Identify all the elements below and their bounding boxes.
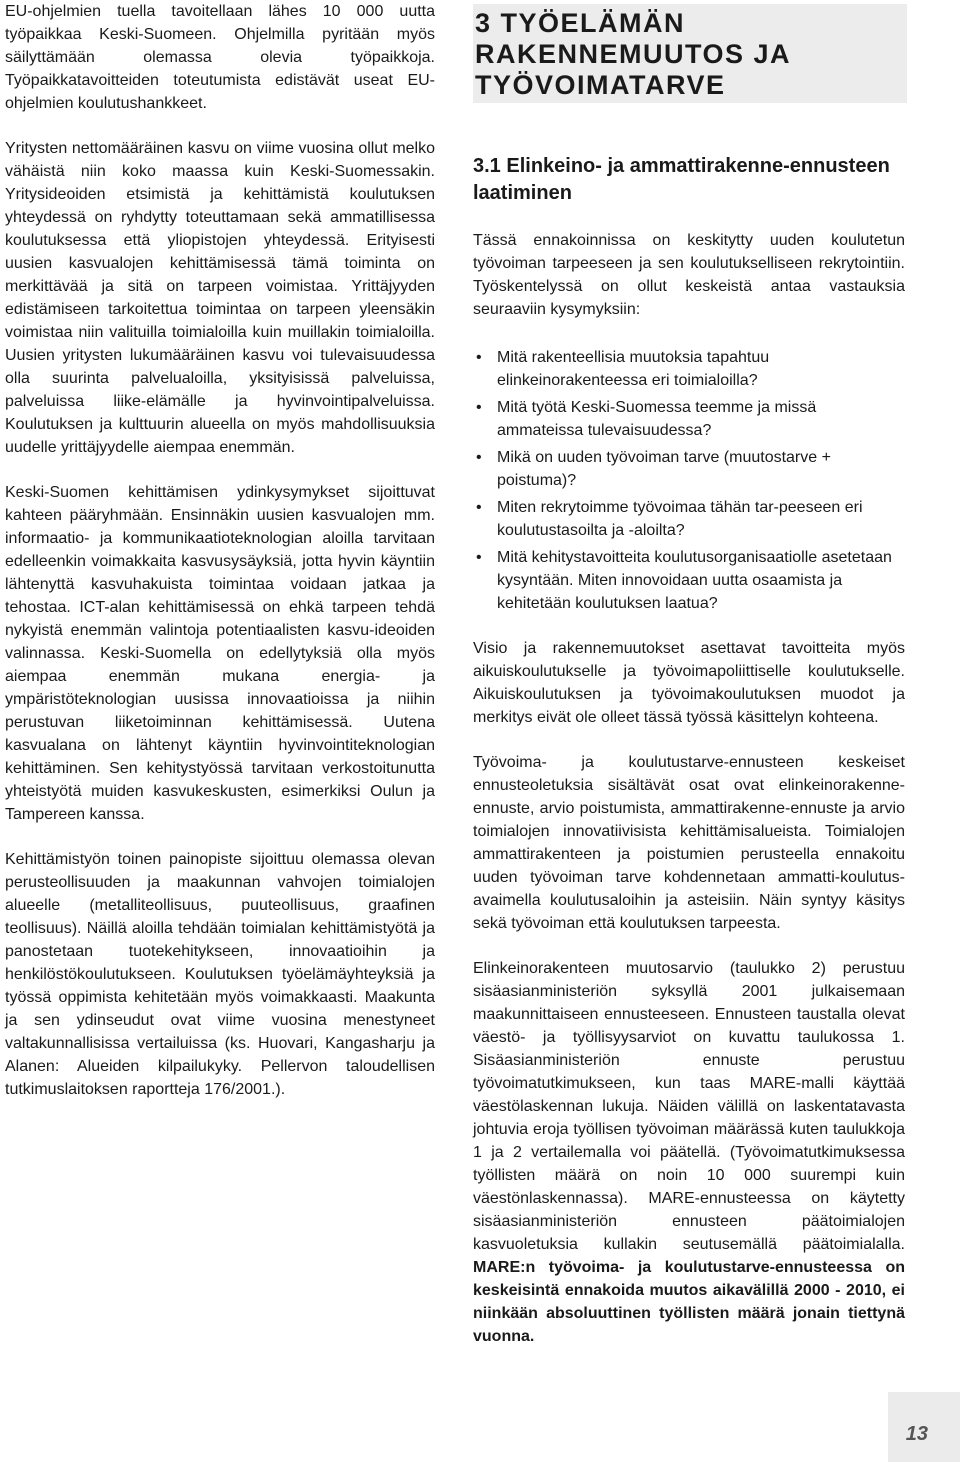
section-title: 3.1 Elinkeino- ja ammattirakenne-ennusteen laatiminen [473, 155, 890, 204]
right-column [473, 0, 905, 1348]
list-item [473, 396, 905, 442]
list-item [473, 346, 905, 392]
bullet-icon: • [476, 399, 482, 416]
paragraph-second-focus: Kehittämistyön toinen painopiste sijoittuu olemassa olevan perusteollisuuden ja maakunnan vahvojen toimialojen alueelle (metalliteollisuus, puuteollisuus, graafinen teollisuus). Näillä aloilla tehdään toimialan kehittämistyötä ja panostetaan tuotekehitykseen, innovaatioihin ja henkilöstökoulutukseen. Koulutuksen työelämäyhteyksiä ja työssä oppimista kehitetään myös voimakkaasti. Maakunta ja sen ydinseudut ovat viime vuosina menestyneet valtakunnallisissa vertailuissa (ks. Huovari, Kangasharju ja Alanen: Alueiden kilpailukyky. Pellervon taloudellisen tutkimuslaitoksen raportteja 176/2001.). [5, 851, 435, 1098]
paragraph-visio: Visio ja rakennemuutokset asettavat tavoitteita myös aikuiskoulutukselle ja työvoimapoliittiselle koulutukselle. Aikuiskoulutuksen ja työvoimakoulutuksen muodot ja merkitys eivät ole olleet tässä työssä käsittelyn kohteena. [473, 640, 905, 726]
question-text: Mitä rakenteellisia muutoksia tapahtuu elinkeinorakenteessa eri toimialoilla? [497, 349, 770, 389]
chapter-title: 3 TYÖELÄMÄN RAKENNEMUUTOS JA TYÖVOIMATARVE [475, 8, 791, 100]
paragraph-company-growth: Yritysten nettomääräinen kasvu on viime vuosina ollut melko vähäistä niin koko maassa kuin Keski-Suomessakin. Yritysideoiden etsimistä ja kehittämistä koulutuksen yhteydessä on ryhdytty toteuttamaan sekä ammatillisessa koulutuksessa että yliopistojen yhteydessä. Erityisesti uusien kasvualojen kehittämisessä tämä toiminta on merkittävää ja sitä on tarpeen voimistaa. Yrittäjyyden edistämiseen tarkoitettua toimintaa on tarpeen yleensäkin voimistaa niin valituilla toimialoilla kuin muillakin toimialoilla. Uusien yritysten lukumääräinen kasvu voi tulevaisuudessa olla suurinta palvelualoilla, yksityisissä palveluissa, palveluissa liike-elämälle ja hyvinvointipalveluissa. Koulutuksen ja kulttuurin alueella on myös mahdollisuuksia uudelle yrittäjyydelle aiempaa enemmän. [5, 140, 435, 456]
paragraph-forecast-parts: Työvoima- ja koulutustarve-ennusteen keskeiset ennusteoletuksia sisältävät osat ovat elinkeinorakenne-ennuste, arvio poistumista, ammattirakenne-ennuste ja arvio toimialojen innovatiivisista kehittämisalueista. Toimialojen ammattirakenteen ja poistumien perusteella ennakoitu uuden työvoiman tarve kohdennetaan ammatti-koulutus-avaimella koulutusaloihin ja asteisiin. Näin syntyy käsitys sekä työvoiman että koulutuksen tarpeesta. [473, 754, 905, 932]
industry-change-text: Elinkeinorakenteen muutosarvio (taulukko 2) perustuu sisäasianministeriön syksyllä 2001 julkaisemaan maakunnittaiseen ennusteeseen. Ennusteen taustalla olevat väestö- ja työllisyysarviot on kuvattu taulukossa 1. Sisäasianministeriön ennuste perustuu työvoimatutkimukseen, kun taas MARE-malli käyttää väestölaskennan lukuja. Näiden välillä on laskentatavasta johtuvia eroja työllisen työvoiman määrässä kuten taulukkoja 1 ja 2 vertailemalla voi päätellä. (Työvoimatutkimuksessa työllisten määrä on noin 10 000 suurempi kuin väestönlaskennassa). MARE-ennusteessa on käytetty sisäasianministeriön ennusteen päätoimialojen kasvuoletuksia kullakin seutusemällä päätoimialalla. [473, 960, 905, 1253]
paragraph-industry-change [473, 957, 905, 1348]
page-number-corner [888, 1392, 960, 1462]
chapter-heading-box [473, 4, 907, 103]
page-number: 13 [905, 1423, 928, 1445]
left-column [5, 0, 435, 1101]
list-item [473, 546, 905, 615]
paragraph-core-questions: Keski-Suomen kehittämisen ydinkysymykset sijoittuvat kahteen pääryhmään. Ensinnäkin uusien kasvualojen mm. informaatio- ja kommunikaatioteknologian aloilla tarvitaan edelleenkin voimakkaita kasvusysäyksiä, jotta hyvin käyntiin lähtenyttä kasvuhakuista toimintaa voidaan jatkaa ja tehostaa. ICT-alan kehittämisessä on ehkä tarpeen tehdä nykyistä enemmän valintoja potentiaalisten kasvu-ideoiden valinnassa. Keski-Suomella on edellytyksiä olla myös aiempaa enemmän mukana energia- ja ympäristöteknologian uusissa innovaatioissa ja niihin perustuvan liiketoiminnan kehittämisessä. Uutena kasvualana on lähtenyt käyntiin hyvinvointiteknologian kehittäminen. Sen kehitystyössä tarvitaan verkostoitunutta yhteistyötä muiden kasvukeskusten, esimerkiksi Oulun ja Tampereen kanssa. [5, 484, 435, 823]
paragraph-eu-programs: EU-ohjelmien tuella tavoitellaan lähes 10 000 uutta työpaikkaa Keski-Suomeen. Ohjelmilla pyritään myös säilyttämään olemassa olevia työpaikkoja. Työpaikkatavoitteiden toteutumista edistävät useat EU-ohjelmien koulutushankkeet. [5, 3, 435, 112]
question-list [473, 346, 905, 615]
question-text: Mitä kehitystavoitteita koulutusorganisaatiolle asetetaan kysyntään. Miten innovoidaan uutta osaamista ja kehitetään koulutuksen laatua? [497, 549, 892, 612]
paragraph-intro: Tässä ennakoinnissa on keskitytty uuden koulutetun työvoiman tarpeeseen ja sen koulutukselliseen rekrytointiin. Työskentelyssä on ollut keskeistä antaa vastauksia seuraaviin kysymyksiin: [473, 232, 905, 318]
list-item [473, 446, 905, 492]
list-item [473, 496, 905, 542]
question-text: Miten rekrytoimme työvoimaa tähän tar-peeseen eri koulutustasoilta ja -aloilta? [497, 499, 863, 539]
bullet-icon: • [476, 349, 482, 366]
bullet-icon: • [476, 549, 482, 566]
bullet-icon: • [476, 499, 482, 516]
bullet-icon: • [476, 449, 482, 466]
question-text: Mitä työtä Keski-Suomessa teemme ja missä ammateissa tulevaisuudessa? [497, 399, 817, 439]
question-text: Mikä on uuden työvoiman tarve (muutostarve + poistuma)? [497, 449, 831, 489]
industry-change-bold-text: MARE:n työvoima- ja koulutustarve-ennusteessa on keskeisintä ennakoida muutos aikavälillä 2000 - 2010, ei niinkään absoluuttinen työllisten määrä jonain tiettynä vuonna. [473, 1259, 905, 1345]
